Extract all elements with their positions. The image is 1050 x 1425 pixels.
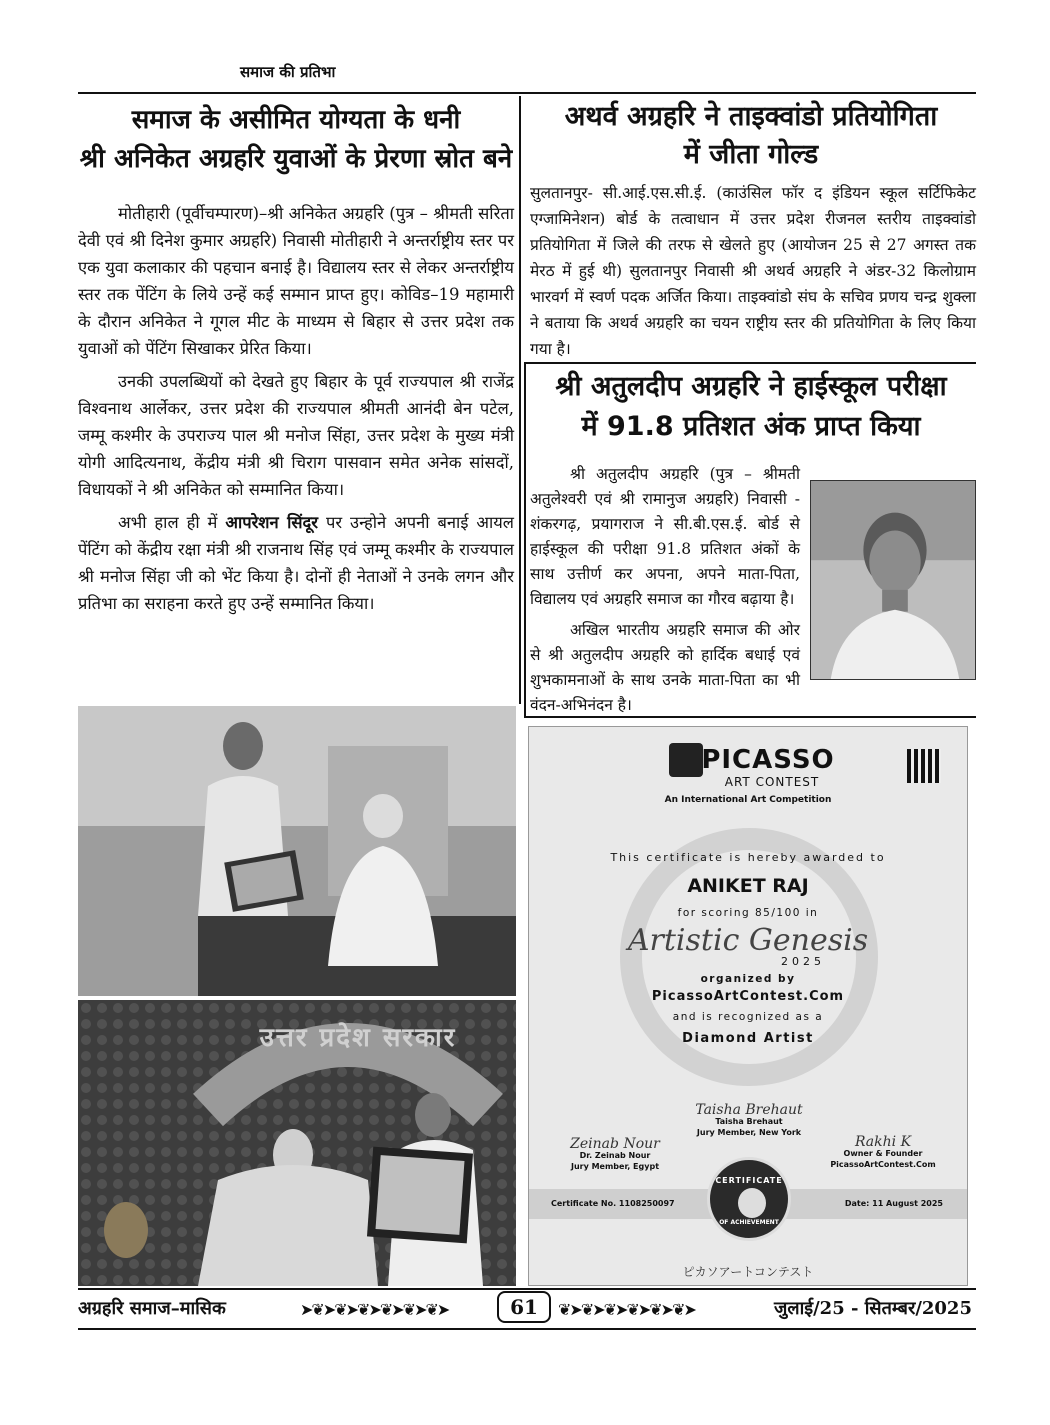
cert-scoring-text: for scoring 85/100 in [677, 907, 819, 919]
signature-owner: Rakhi K Owner & Founder PicassoArtContest.Com [830, 1134, 936, 1169]
cert-tagline: An International Art Competition [664, 795, 832, 805]
article3-para2: अखिल भारतीय अग्रहरि समाज की ओर से श्री अतुलदीप अग्रहरि को हार्दिक बधाई एवं शुभकामनाओं के साथ उनके माता-पिता का भी वंदन-अभिनंदन है। [530, 621, 800, 714]
article2-body [530, 180, 976, 368]
cert-recognized-text: and is recognized as a [672, 1011, 824, 1023]
cert-number: Certificate No. 1108250097 [551, 1199, 675, 1208]
top-rule [78, 92, 976, 94]
article2-headline-line2: में जीता गोल्ड [683, 138, 819, 170]
footer-date: जुलाई/25 - सितम्बर/2025 [774, 1298, 972, 1319]
footer-rule-top [78, 1288, 976, 1290]
cert-level: Diamond Artist [682, 1031, 814, 1046]
achievement-seal-icon: CERTIFICATE OF ACHIEVEMENT [707, 1157, 791, 1241]
signature-zeinab: Zeinab Nour Dr. Zeinab Nour Jury Member, Egypt [570, 1136, 660, 1171]
cert-site: PicassoArtContest.Com [651, 989, 845, 1004]
section-title: समाज की प्रतिभा [240, 63, 336, 81]
footer-rule-bottom [78, 1328, 976, 1330]
right-vine-ornament-icon: ❦➤❦➤❦➤❦➤❦➤❦➤ [558, 1300, 695, 1319]
operation-sindoor: आपरेशन सिंदूर [225, 513, 319, 532]
picasso-certificate [528, 726, 968, 1286]
rajnath-singh-presentation-photo [78, 706, 516, 996]
article3-rule [524, 716, 976, 718]
article1-body [78, 200, 514, 623]
article2-rule [524, 362, 976, 364]
article3-headline-line2: में 91.8 प्रतिशत अंक प्राप्त किया [581, 410, 921, 442]
cert-brand: PICASSO [701, 745, 835, 775]
article2-headline-line1: अथर्व अग्रहरि ने ताइक्वांडो प्रतियोगिता [564, 101, 938, 132]
article1-para1: मोतीहारी (पूर्वीचम्पारण)–श्री अनिकेत अग्रहरि (पुत्र – श्रीमती सरिता देवी एवं श्री दिनेश कुमार अग्रहरि) निवासी मोतीहारी ने अन्तर्राष्ट्रीय स्तर पर एक युवा कलाकार की पहचान बनाई है। विद्यालय स्तर से लेकर अन्तर्राष्ट्रीय स्तर तक पेंटिंग के लिये उन्हें कई सम्मान प्राप्त हुए। कोविड–19 महामारी के दौरान अनिकेत ने गूगल मीट के माध्यम से बिहार से उत्तर प्रदेश तक युवाओं को पेंटिंग सिखाकर प्रेरित किया। [78, 204, 514, 358]
cert-organized-text: organized by [700, 973, 796, 985]
article3-headline-line1: श्री अतुलदीप अग्रहरि ने हाईस्कूल परीक्षा [555, 371, 947, 402]
page-number: 61 [497, 1291, 551, 1323]
article2-para: सुलतानपुर- सी.आई.एस.सी.ई. (काउंसिल फॉर द इंडियन स्कूल सर्टिफिकेट एग्जामिनेशन) बोर्ड के तत्वाधान में उत्तर प्रदेश रीजनल स्तरीय ताइक्वांडो प्रतियोगिता में जिले की तरफ से खेलते हुए (आयोजन 25 से 27 अगस्त तक मेरठ में हुई थी) सुलतानपुर निवासी श्री अथर्व अग्रहरि ने अंडर-32 किलोग्राम भारवर्ग में स्वर्ण पदक अर्जित किया। ताइक्वांडो संघ के सचिव प्रणय चन्द्र शुक्ला ने बताया कि अथर्व अग्रहरि का चयन राष्ट्रीय स्तर की प्रतियोगिता के लिए किया गया है। [530, 184, 976, 358]
cert-contest-name: Artistic Genesis [627, 923, 869, 958]
yogi-adityanath-presentation-photo [78, 1000, 516, 1286]
up-sarkar-sign: उत्तर प्रदेश सरकार [259, 1023, 457, 1053]
qr-code-icon [907, 749, 941, 783]
column-divider [519, 96, 521, 704]
cert-date: Date: 11 August 2025 [844, 1199, 943, 1208]
article3-box-left [524, 362, 526, 718]
article1-headline-line1: समाज के असीमित योग्यता के धनी [131, 105, 461, 135]
article1-para2: उनकी उपलब्धियों को देखते हुए बिहार के पूर्व राज्यपाल श्री राजेंद्र विश्वनाथ आर्लेकर, उत्तर प्रदेश की राज्यपाल श्रीमती आनंदी बेन पटेल, जम्मू कश्मीर के उपराज्य पाल श्री मनोज सिंहा, उत्तर प्रदेश के मुख्य मंत्री योगी आदित्यनाथ, केंद्रीय मंत्री श्री चिराग पासवान समेत अनेक सांसदों, विधायकों ने श्री अनिकेत को सम्मानित किया। [78, 372, 514, 499]
article1-headline-line2: श्री अनिकेत अग्रहरि युवाओं के प्रेरणा स्रोत बने [79, 143, 513, 174]
article3-body [530, 462, 800, 724]
article3-para1: श्री अतुलदीप अग्रहरि (पुत्र – श्रीमती अतुलेश्वरी एवं श्री रामानुज अग्रहरि) निवासी - शंकरगढ़, प्रयागराज ने सी.बी.एस.ई. बोर्ड से हाईस्कूल की परीक्षा 91.8 प्रतिशत अंकों के साथ उत्तीर्ण कर अपना, अपने माता-पिता, विद्यालय एवं अग्रहरि समाज का गौरव बढ़ाया है। [530, 465, 800, 608]
cert-year: 2025 [781, 955, 825, 968]
article3-headline [526, 370, 976, 444]
article2-headline [526, 100, 976, 172]
footer-publication: अग्रहरि समाज–मासिक [78, 1298, 226, 1319]
cert-awarded-text: This certificate is hereby awarded to [610, 851, 886, 864]
signature-taisha: Taisha Brehaut Taisha Brehaut Jury Member, New York [695, 1102, 803, 1137]
article1-para3: अभी हाल ही में आपरेशन सिंदूर पर उन्होने अपनी बनाई आयल पेंटिंग को केंद्रीय रक्षा मंत्री श्री राजनाथ सिंह एवं जम्मू कश्मीर के राज्यपाल श्री मनोज सिंहा जी को भेंट किया है। दोनों ही नेताओं ने उनके लगन और प्रतिभा का सराहना करते हुए उन्हें सम्मानित किया। [78, 513, 514, 613]
cert-japanese-text: ピカソアートコンテスト [682, 1265, 814, 1279]
cert-brand-sub: ART CONTEST [724, 775, 820, 789]
atuldeep-portrait-photo [810, 480, 976, 680]
article1-headline [78, 104, 514, 175]
left-vine-ornament-icon: ➤❦➤❦➤❦➤❦➤❦➤❦➤ [300, 1300, 449, 1319]
picasso-face-icon [738, 1188, 766, 1218]
cert-recipient-name: ANIKET RAJ [687, 875, 809, 897]
